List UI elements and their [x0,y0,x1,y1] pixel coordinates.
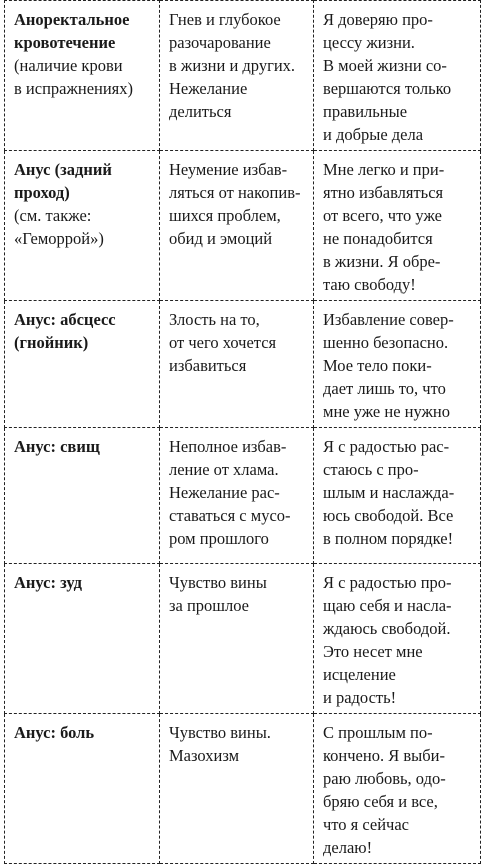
cause-line: ляться от накопив- [169,183,301,202]
cause-line: Неполное избав- [169,437,287,456]
cause-line: шихся проблем, [169,206,281,225]
affirmation-cell [314,1,481,151]
table-row [5,1,481,151]
affirmation-line: не понадобится [323,229,433,248]
problem-note-line: (см. также: [14,206,92,225]
affirmation-line: юсь свободой. Все [323,506,454,525]
affirmation-line: от всего, что уже [323,206,442,225]
cause-line: ление от хлама. [169,460,279,479]
table-row [5,151,481,301]
problem-cell [5,428,160,564]
affirmation-line: правильные [323,102,408,121]
cause-line: Нежелание рас- [169,483,280,502]
affirmation-line: В моей жизни со- [323,56,447,75]
affirmation-cell [314,151,481,301]
cause-line: обид и эмоций [169,229,273,248]
problem-cell [5,1,160,151]
problem-title-line: (гнойник) [14,333,89,352]
cause-cell [160,1,314,151]
cause-line: Гнев и глубокое [169,10,281,29]
table-row [5,564,481,714]
affirmation-line: исцеление [323,665,396,684]
problem-note-line: (наличие крови [14,56,123,75]
affirmation-line: цессу жизни. [323,33,415,52]
affirmation-line: Мне легко и при- [323,160,445,179]
cause-line: избавиться [169,356,247,375]
symptom-table [4,0,481,864]
affirmation-line: Это несет мне [323,642,423,661]
affirmation-line: Избавление совер- [323,310,454,329]
affirmation-line: стаюсь с про- [323,460,419,479]
affirmation-line: и радость! [323,688,397,707]
cause-line: Чувство вины. [169,723,271,742]
affirmation-line: Я с радостью про- [323,573,452,592]
affirmation-line: щаю себя и насла- [323,596,452,615]
cause-line: Злость на то, [169,310,260,329]
affirmation-line: мне уже не нужно [323,402,451,421]
cause-line: в жизни и других. [169,56,296,75]
problem-title-bold: Анус [14,160,51,179]
cause-line: за прошлое [169,596,250,615]
affirmation-line: что я сейчас [323,815,410,834]
affirmation-cell [314,428,481,564]
affirmation-line: бряю себя и все, [323,792,438,811]
affirmation-line: С прошлым по- [323,723,433,742]
affirmation-cell [314,301,481,428]
table-body [5,1,481,864]
affirmation-line: раю любовь, одо- [323,769,446,788]
cause-line: Чувство вины [169,573,267,592]
cause-line: Мазохизм [169,746,240,765]
cause-line: ром прошлого [169,529,269,548]
problem-title-line: кровотечение [14,33,116,52]
problem-title-line: Анус: зуд [14,573,82,592]
problem-title-line: Анус: абсцесс [14,310,116,329]
problem-title-line: Анус: свищ [14,437,100,456]
problem-title-bold-suffix: (задний [50,160,112,179]
affirmation-line: кончено. Я выби- [323,746,445,765]
table-row [5,428,481,564]
affirmation-line: ждаюсь свободой. [323,619,451,638]
problem-title-line: Аноректальное [14,10,130,29]
affirmation-line: и добрые дела [323,125,424,144]
affirmation-line: шенно безопасно. [323,333,449,352]
problem-cell [5,714,160,864]
affirmation-line: дает лишь то, что [323,379,446,398]
problem-title-line [14,158,151,181]
table-row [5,301,481,428]
affirmation-line: Я с радостью рас- [323,437,450,456]
cause-cell [160,301,314,428]
problem-cell [5,151,160,301]
problem-title-line: Анус: боль [14,723,95,742]
cause-line: от чего хочется [169,333,277,352]
cause-line: Нежелание [169,79,248,98]
problem-note-line: «Геморрой») [14,229,104,248]
cause-line: ставаться с мусо- [169,506,291,525]
cause-line: Неумение избав- [169,160,288,179]
affirmation-line: делаю! [323,838,373,857]
cause-cell [160,151,314,301]
affirmation-line: шлым и наслажда- [323,483,455,502]
affirmation-cell [314,564,481,714]
problem-cell [5,564,160,714]
affirmation-line: в жизни. Я обре- [323,252,441,271]
affirmation-line: вершаются только [323,79,452,98]
cause-line: делиться [169,102,232,121]
affirmation-line: ятно избавляться [323,183,444,202]
cause-cell [160,714,314,864]
cause-line: разочарование [169,33,271,52]
cause-cell [160,428,314,564]
affirmation-line: таю свободу! [323,275,416,294]
problem-cell [5,301,160,428]
problem-note-line: в испражнениях) [14,79,134,98]
cause-cell [160,564,314,714]
affirmation-cell [314,714,481,864]
affirmation-line: Мое тело поки- [323,356,432,375]
affirmation-line: Я доверяю про- [323,10,433,29]
table-row [5,714,481,864]
affirmation-line: в полном порядке! [323,529,454,548]
problem-title-line: проход) [14,183,70,202]
